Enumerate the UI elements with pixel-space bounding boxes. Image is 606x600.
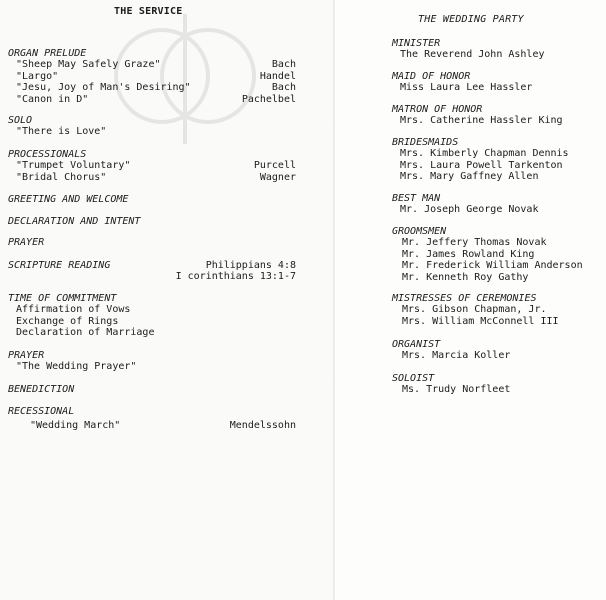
- composer: Purcell: [253, 160, 296, 172]
- list-item: Exchange of Rings: [16, 315, 119, 327]
- list-item: Affirmation of Vows: [16, 304, 131, 316]
- program-item: [8, 94, 296, 105]
- role-heading: GROOMSMEN: [392, 226, 447, 237]
- recessional-section: [8, 406, 296, 432]
- list-item: Declaration of Marriage: [16, 327, 155, 339]
- person-name: Ms. Trudy Norfleet: [402, 384, 511, 396]
- person-name: Mr. Jeffery Thomas Novak: [402, 237, 547, 249]
- role-heading: MISTRESSES OF CEREMONIES: [392, 293, 537, 304]
- solo-section: [8, 115, 296, 138]
- role-heading: BEST MAN: [392, 193, 441, 204]
- organ-prelude-section: [8, 48, 296, 105]
- composer: Bach: [271, 59, 296, 71]
- minister-section: [392, 38, 606, 61]
- composer: Mendelssohn: [229, 420, 296, 432]
- best-man-section: [392, 193, 606, 216]
- scripture-ref: Philippians 4:8: [205, 260, 296, 271]
- prayer-section: [8, 350, 296, 373]
- prayer-heading: PRAYER: [8, 350, 45, 361]
- piece-title: "Jesu, Joy of Man's Desiring": [16, 82, 191, 94]
- organist-section: [392, 339, 606, 362]
- person-name: Mrs. Marcia Koller: [402, 350, 511, 362]
- piece-title: "The Wedding Prayer": [16, 361, 137, 373]
- program-item: [8, 71, 296, 82]
- recessional-heading: RECESSIONAL: [8, 406, 75, 417]
- processionals-heading: PROCESSIONALS: [8, 149, 87, 160]
- program-item: [8, 420, 296, 431]
- solo-heading: SOLO: [8, 115, 33, 126]
- declaration-heading: DECLARATION AND INTENT: [8, 216, 141, 227]
- composer: Wagner: [259, 171, 296, 183]
- role-heading: SOLOIST: [392, 373, 435, 384]
- soloist-section: [392, 373, 606, 396]
- person-name: The Reverend John Ashley: [400, 49, 545, 61]
- program-item: [8, 172, 296, 183]
- scripture-heading: SCRIPTURE READING: [8, 260, 111, 271]
- person-name: Mrs. Laura Powell Tarkenton: [400, 159, 563, 171]
- prayer-heading: PRAYER: [8, 237, 45, 248]
- groomsmen-section: [392, 226, 606, 283]
- role-heading: BRIDESMAIDS: [392, 137, 459, 148]
- role-heading: ORGANIST: [392, 339, 441, 350]
- piece-title: "Sheep May Safely Graze": [16, 59, 161, 71]
- scripture-section: [8, 260, 296, 283]
- program-item: [8, 160, 296, 171]
- person-name: Mr. Frederick William Anderson: [402, 260, 583, 272]
- person-name: Mrs. William McConnell III: [402, 315, 559, 327]
- mistresses-section: [392, 293, 606, 327]
- role-heading: MATRON OF HONOR: [392, 104, 483, 115]
- piece-title: "Largo": [16, 70, 59, 82]
- commitment-heading: TIME OF COMMITMENT: [8, 293, 117, 304]
- role-heading: MINISTER: [392, 38, 441, 49]
- scripture-ref: I corinthians 13:1-7: [175, 271, 296, 283]
- role-heading: MAID OF HONOR: [392, 71, 471, 82]
- page-fold: [333, 0, 335, 600]
- matron-of-honor-section: [392, 104, 606, 127]
- processionals-section: [8, 149, 296, 183]
- composer: Pachelbel: [241, 93, 296, 105]
- composer: Handel: [259, 70, 296, 82]
- program-item: [8, 82, 296, 93]
- person-name: Mrs. Gibson Chapman, Jr.: [402, 304, 547, 316]
- greeting-heading: GREETING AND WELCOME: [8, 194, 129, 205]
- bridesmaids-section: [392, 137, 606, 183]
- wedding-party-title: THE WEDDING PARTY: [418, 14, 524, 25]
- maid-of-honor-section: [392, 71, 606, 94]
- scripture-row: [8, 271, 296, 282]
- benediction-heading: BENEDICTION: [8, 384, 75, 395]
- scripture-row: [8, 260, 296, 271]
- piece-title: "Bridal Chorus": [16, 171, 107, 183]
- person-name: Mr. Joseph George Novak: [400, 204, 539, 216]
- person-name: Mr. Kenneth Roy Gathy: [402, 271, 529, 283]
- service-title: THE SERVICE: [114, 6, 183, 17]
- composer: Bach: [271, 82, 296, 94]
- person-name: Mrs. Kimberly Chapman Dennis: [400, 148, 569, 160]
- piece-title: "There is Love": [16, 126, 107, 138]
- organ-prelude-heading: ORGAN PRELUDE: [8, 48, 87, 59]
- person-name: Mrs. Mary Gaffney Allen: [400, 171, 539, 183]
- person-name: Mrs. Catherine Hassler King: [400, 115, 563, 127]
- commitment-section: [8, 293, 296, 339]
- person-name: Mr. James Rowland King: [402, 248, 535, 260]
- piece-title: "Canon in D": [16, 93, 89, 105]
- program-item: [8, 59, 296, 70]
- piece-title: "Wedding March": [30, 420, 121, 432]
- person-name: Miss Laura Lee Hassler: [400, 82, 533, 94]
- piece-title: "Trumpet Voluntary": [16, 160, 131, 172]
